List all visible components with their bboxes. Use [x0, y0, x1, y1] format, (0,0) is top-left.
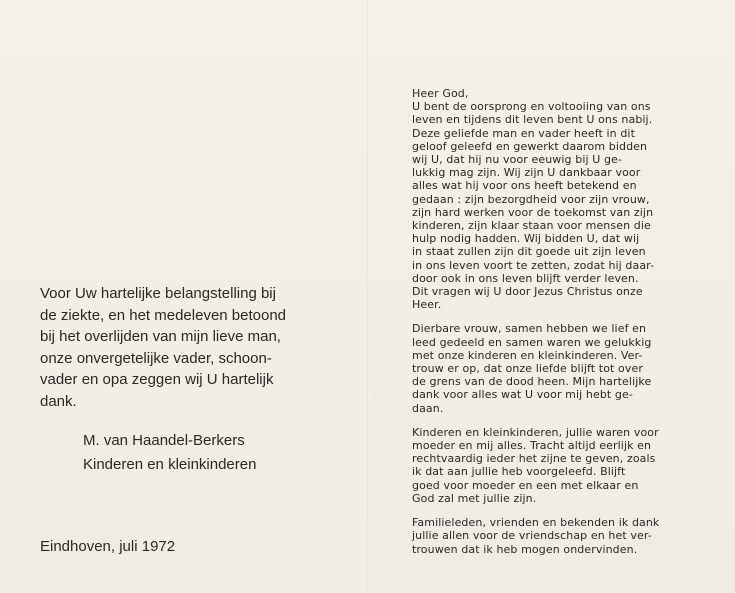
prayer-line: wij U, dat hij nu voor eeuwig bij U ge-	[412, 153, 622, 167]
prayer-line: trouw er op, dat onze liefde blijft tot over	[412, 362, 643, 376]
prayer-line: goed voor moeder en een met elkaar en	[412, 478, 639, 492]
prayer-line: door ook in ons leven blijft verder leven.	[412, 271, 639, 285]
prayer-line: daan.	[412, 401, 444, 415]
prayer-line: moeder en mij alles. Tracht altijd eerlijk en	[412, 439, 652, 453]
prayer-line: alles wat hij voor ons heeft betekend en	[412, 179, 637, 193]
prayer-line: gedaan : zijn bezorgdheid voor zijn vrouw,	[412, 192, 650, 206]
prayer-line: kinderen, zijn klaar staan voor mensen die	[412, 219, 651, 233]
thanks-line: onze onvergetelijke vader, schoon-	[40, 349, 272, 367]
prayer-paragraph	[412, 426, 694, 505]
prayer-paragraph	[412, 87, 694, 311]
prayer-line: Deze geliefde man en vader heeft in dit	[412, 126, 635, 140]
prayer-line: zijn hard werken voor de toekomst van zijn	[412, 205, 654, 219]
signature-name: M. van Haandel-Berkers	[83, 432, 245, 449]
prayer-line: ik dat aan jullie heb voorgeleefd. Blijft	[412, 465, 626, 479]
prayer-line: met onze kinderen en kleinkinderen. Ver-	[412, 348, 643, 362]
prayer-line: in staat zullen zijn dit goede uit zijn leven	[412, 245, 646, 259]
prayer-line: rechtvaardig ieder het zijne te geven, zoals	[412, 452, 656, 466]
prayer-line: Heer.	[412, 298, 442, 312]
thanks-line: dank.	[40, 392, 77, 410]
prayer-line: hulp nodig hadden. Wij bidden U, dat wij	[412, 232, 640, 246]
prayer-line: Dit vragen wij U door Jezus Christus onze	[412, 285, 643, 299]
prayer-line: U bent de oorsprong en voltooiing van ons	[412, 100, 651, 114]
prayer-paragraph	[412, 516, 694, 556]
signature-family: Kinderen en kleinkinderen	[83, 456, 257, 473]
prayer-line: trouwen dat ik heb mogen ondervinden.	[412, 542, 638, 556]
prayer-line: geloof geleefd en gewerkt daarom bidden	[412, 139, 648, 153]
prayer-line: leed gedeeld en samen waren we gelukkig	[412, 335, 652, 349]
prayer-line: Familieleden, vrienden en bekenden ik dank	[412, 516, 660, 530]
place-date: Eindhoven, juli 1972	[40, 538, 176, 555]
prayer-line: dank voor alles wat U voor mij hebt ge-	[412, 388, 633, 402]
prayer-line: Heer God,	[412, 87, 469, 100]
thanks-line: de ziekte, en het medeleven betoond	[40, 306, 287, 324]
prayer-line: leven en tijdens dit leven bent U ons nabij.	[412, 113, 653, 127]
prayer-line: Dierbare vrouw, samen hebben we lief en	[412, 322, 647, 336]
prayer-line: jullie allen voor de vriendschap en het ver-	[412, 529, 652, 543]
prayer-line: lukkig mag zijn. Wij zijn U dankbaar voor	[412, 166, 641, 180]
prayer-line: God zal met jullie zijn.	[412, 491, 537, 505]
prayer-paragraph	[412, 322, 694, 414]
prayer-line: de grens van de dood heen. Mijn hartelijke	[412, 375, 652, 389]
thanks-line: bij het overlijden van mijn lieve man,	[40, 328, 281, 346]
prayer-line: in ons leven voort te zetten, zodat hij daar-	[412, 258, 655, 272]
prayer-text	[412, 87, 694, 567]
thanks-line: Voor Uw hartelijke belangstelling bij	[40, 285, 276, 302]
thanks-line: vader en opa zeggen wij U hartelijk	[40, 371, 274, 389]
prayer-line: Kinderen en kleinkinderen, jullie waren voor	[412, 425, 659, 439]
thanks-text	[40, 283, 328, 413]
card-fold-line	[367, 0, 369, 593]
